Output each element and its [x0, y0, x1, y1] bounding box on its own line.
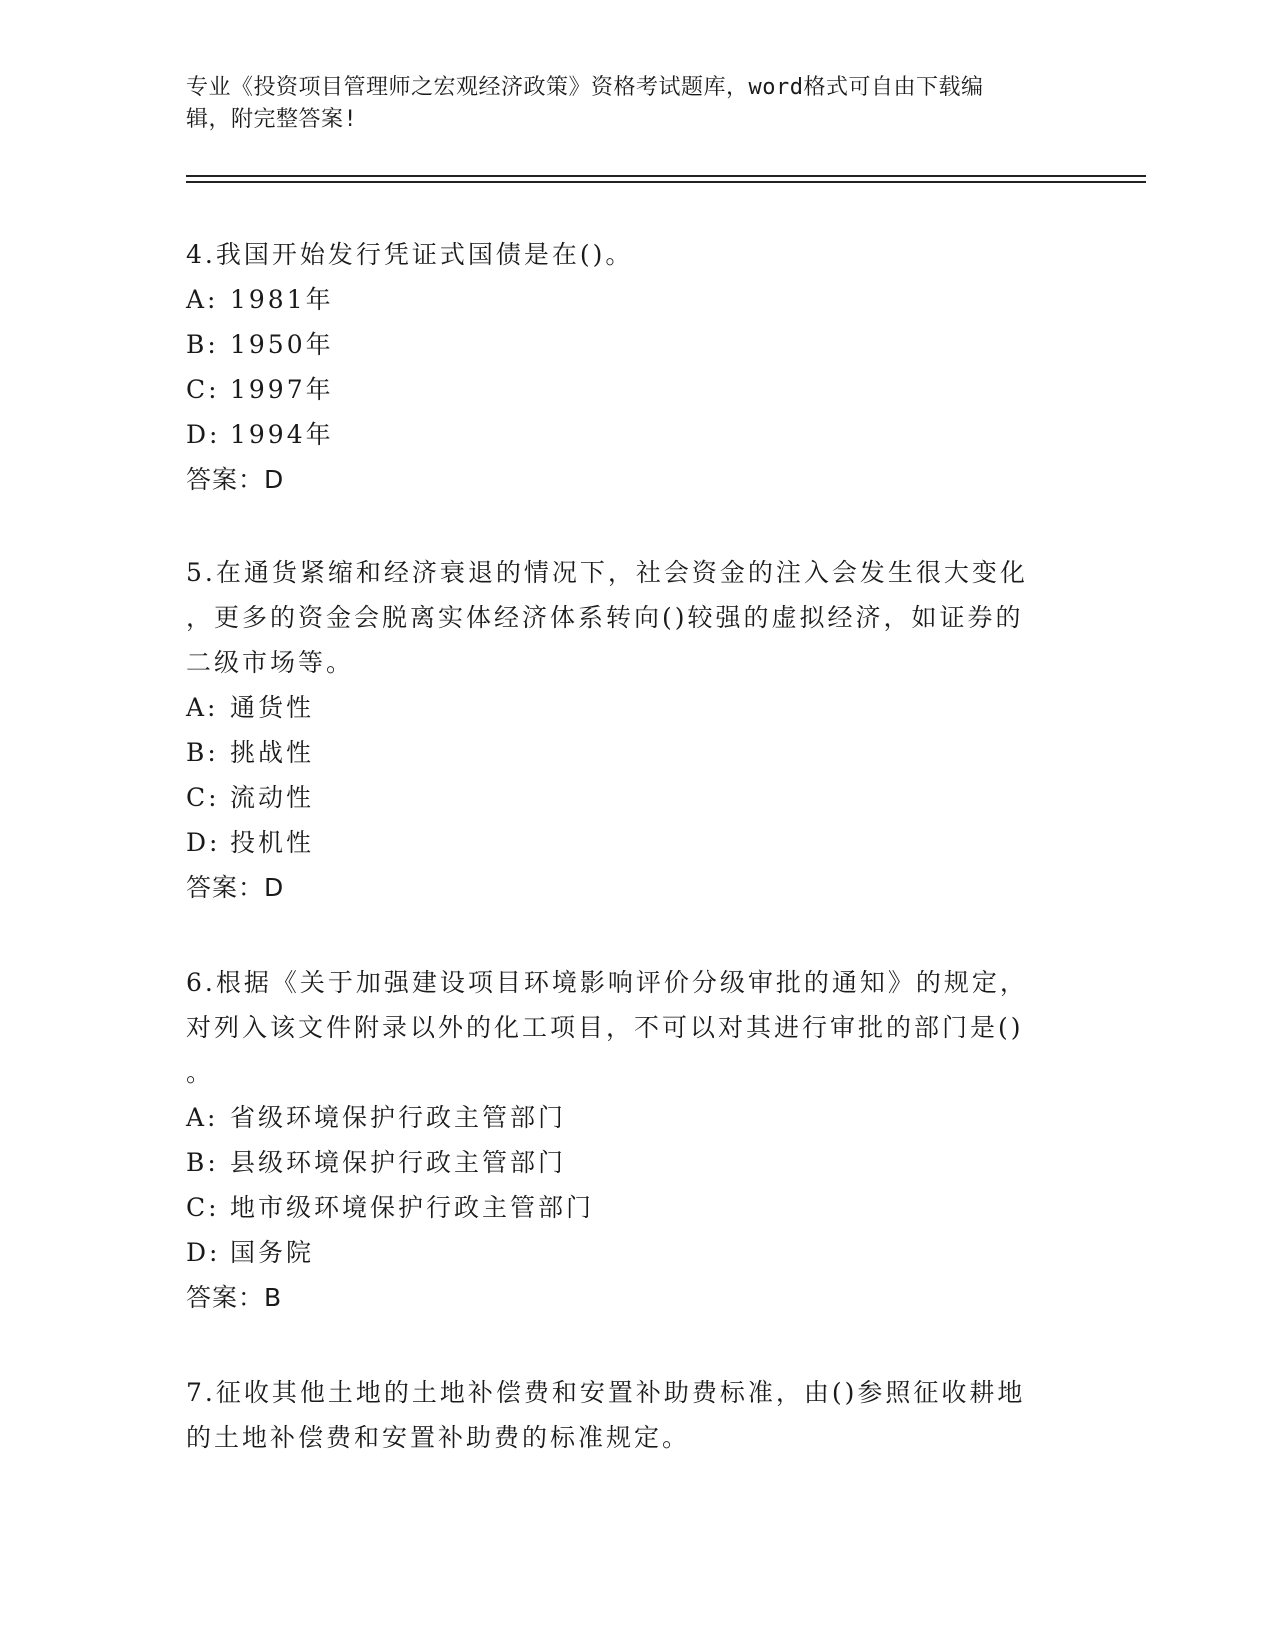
option-text: 1950年	[230, 330, 334, 359]
option-letter: B:	[186, 330, 219, 359]
option-text: 国务院	[230, 1238, 315, 1267]
question-stem: ，更多的资金会脱离实体经济体系转向()较强的虚拟经济，如证券的	[186, 603, 1024, 632]
question-stem: 的土地补偿费和安置补助费的标准规定。	[186, 1423, 691, 1452]
option-letter: A:	[186, 285, 219, 314]
document-header	[186, 72, 1066, 136]
option-letter: A:	[186, 693, 219, 722]
option-a	[186, 1095, 1066, 1140]
question-stem: 6.根据《关于加强建设项目环境影响评价分级审批的通知》的规定，	[186, 968, 1028, 997]
question-7	[186, 1370, 1066, 1460]
option-letter: A:	[186, 1103, 219, 1132]
question-stem: 二级市场等。	[186, 648, 355, 677]
option-b	[186, 1140, 1066, 1185]
option-a	[186, 685, 1066, 730]
answer-line: 答案：D	[186, 465, 285, 494]
option-letter: D:	[186, 420, 221, 449]
option-text: 1997年	[230, 375, 334, 404]
question-6	[186, 960, 1066, 1320]
question-stem: 7.征收其他土地的土地补偿费和安置补助费标准，由()参照征收耕地	[186, 1378, 1026, 1407]
option-letter: D:	[186, 1238, 221, 1267]
option-text: 1994年	[230, 420, 334, 449]
option-d	[186, 820, 1066, 865]
option-text: 通货性	[230, 693, 315, 722]
header-divider-bottom	[186, 181, 1146, 183]
question-5	[186, 550, 1066, 910]
option-b	[186, 730, 1066, 775]
option-c	[186, 775, 1066, 820]
option-letter: C:	[186, 1193, 220, 1222]
option-letter: C:	[186, 375, 220, 404]
header-line-2: 辑，附完整答案!	[186, 107, 358, 132]
header-line-1: 专业《投资项目管理师之宏观经济政策》资格考试题库，word格式可自由下载编	[186, 75, 984, 100]
option-d	[186, 1230, 1066, 1275]
question-4	[186, 232, 1066, 502]
header-divider-top	[186, 175, 1146, 177]
option-a	[186, 277, 1066, 322]
answer-line: 答案：D	[186, 873, 285, 902]
question-stem: 。	[186, 1058, 215, 1087]
option-text: 县级环境保护行政主管部门	[230, 1148, 567, 1177]
option-letter: C:	[186, 783, 220, 812]
option-d	[186, 412, 1066, 457]
question-stem: 5.在通货紧缩和经济衰退的情况下，社会资金的注入会发生很大变化	[186, 558, 1028, 587]
option-b	[186, 322, 1066, 367]
option-letter: B:	[186, 738, 219, 767]
option-text: 地市级环境保护行政主管部门	[230, 1193, 595, 1222]
question-stem: 对列入该文件附录以外的化工项目，不可以对其进行审批的部门是()	[186, 1013, 1024, 1042]
option-letter: B:	[186, 1148, 219, 1177]
option-text: 1981年	[230, 285, 334, 314]
option-c	[186, 367, 1066, 412]
option-text: 挑战性	[230, 738, 315, 767]
answer-line: 答案：B	[186, 1283, 283, 1312]
question-stem: 4.我国开始发行凭证式国债是在()。	[186, 240, 634, 269]
option-text: 流动性	[230, 783, 315, 812]
option-text: 省级环境保护行政主管部门	[230, 1103, 567, 1132]
option-letter: D:	[186, 828, 221, 857]
option-c	[186, 1185, 1066, 1230]
option-text: 投机性	[230, 828, 315, 857]
